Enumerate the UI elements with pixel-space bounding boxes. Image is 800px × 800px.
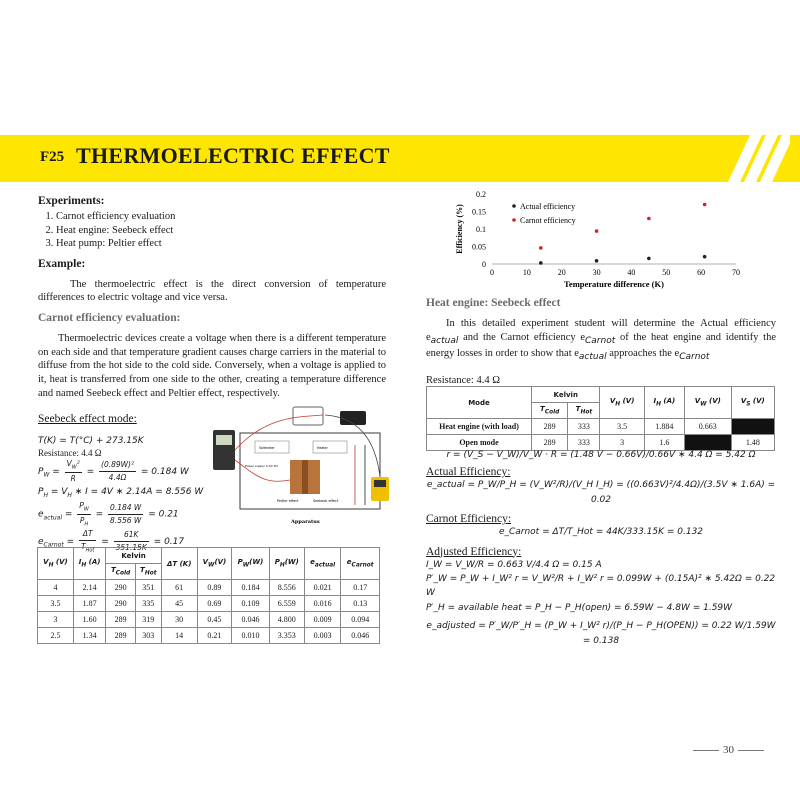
table-header: $e_{Carnot}$ xyxy=(341,548,380,580)
table-header: ΔT (K) xyxy=(161,548,197,580)
table-cell: 45 xyxy=(161,596,197,612)
table-header: $V_W$ (V) xyxy=(684,387,731,419)
table-cell: 290 xyxy=(106,580,135,596)
table-cell: 289 xyxy=(106,612,135,628)
table-cell: 335 xyxy=(135,596,161,612)
table-header: $I_H$ (A) xyxy=(644,387,684,419)
table-cell: 289 xyxy=(532,435,568,451)
table-cell: 0.010 xyxy=(232,628,269,644)
table-cell: 8.556 xyxy=(269,580,304,596)
legend-marker xyxy=(512,204,516,208)
resistance-label: Resistance: 4.4 Ω xyxy=(426,375,500,387)
page-title: THERMOELECTRIC EFFECT xyxy=(76,143,390,168)
table-cell xyxy=(731,419,774,435)
table-cell: 3.353 xyxy=(269,628,304,644)
heat-engine-heading: Heat engine: Seebeck effect xyxy=(426,297,561,309)
data-point xyxy=(647,257,651,261)
experiments-list xyxy=(38,210,386,251)
table-cell: 1.34 xyxy=(73,628,105,644)
legend-entry: Carnot efficiency xyxy=(520,216,576,225)
table-cell: 3 xyxy=(600,435,644,451)
table-header: $V_S$ (V) xyxy=(731,387,774,419)
x-tick-label: 40 xyxy=(627,268,636,277)
table-cell: 6.559 xyxy=(269,596,304,612)
apparatus-diagram xyxy=(205,405,405,525)
banner-stripes xyxy=(700,135,790,182)
table-row xyxy=(38,596,380,612)
r-equation: r = (V_S − V_W)/V_W · R = (1.48 V − 0.66V)/0.66V ∗ 4.4 Ω = 5.42 Ω xyxy=(446,450,756,460)
data-point xyxy=(647,217,651,221)
data-point xyxy=(539,246,543,250)
kelvin-header: Kelvin xyxy=(106,548,161,564)
svg-text:Voltmeter: Voltmeter xyxy=(259,446,275,450)
table-cell: 14 xyxy=(161,628,197,644)
table-header: $I_H$ (A) xyxy=(73,548,105,580)
table-cell: 3.5 xyxy=(600,419,644,435)
table-row xyxy=(38,612,380,628)
table-cell: 1.87 xyxy=(73,596,105,612)
data-point xyxy=(539,261,543,265)
y-tick-label: 0.1 xyxy=(476,225,486,234)
carnot-heading: Carnot efficiency evaluation: xyxy=(38,312,181,325)
table-header: $V_H$ (V) xyxy=(38,548,74,580)
svg-text:Heater: Heater xyxy=(317,446,328,450)
table-cell: 0.89 xyxy=(197,580,232,596)
y-axis-label: Efficiency (%) xyxy=(455,204,464,254)
table-cell: 3 xyxy=(38,612,74,628)
legend-entry: Actual efficiency xyxy=(520,202,576,211)
svg-text:Power supply 0-5V DC: Power supply 0-5V DC xyxy=(245,464,279,468)
section-code: F25 xyxy=(40,149,65,165)
e-carnot-equation: $e_{Carnot}$ = $\frac{\Delta T}{T_{Hot}}$ = $\frac{61K}{351.15K}$ = 0.17 xyxy=(38,529,185,554)
table-cell: 0.009 xyxy=(304,612,340,628)
table-cell: 0.69 xyxy=(197,596,232,612)
results-table xyxy=(37,547,380,644)
table-cell: 0.016 xyxy=(304,596,340,612)
right-column xyxy=(426,296,776,388)
table-cell: 0.003 xyxy=(304,628,340,644)
x-tick-label: 0 xyxy=(490,268,494,277)
x-tick-label: 50 xyxy=(662,268,671,277)
example-heading: Example: xyxy=(38,257,86,270)
actual-efficiency-heading: Actual Efficiency: xyxy=(426,466,511,479)
table-cell: 303 xyxy=(135,628,161,644)
y-tick-label: 0 xyxy=(482,260,486,269)
heat-engine-table xyxy=(426,386,775,451)
right-equations xyxy=(426,448,776,648)
x-tick-label: 10 xyxy=(522,268,531,277)
table-cell: 4.800 xyxy=(269,612,304,628)
table-cell: 351 xyxy=(135,580,161,596)
y-tick-label: 0.05 xyxy=(472,242,486,252)
table-cell: 290 xyxy=(106,596,135,612)
kelvin-header: Kelvin xyxy=(532,387,600,403)
iw-equation: I_W = V_W/R = 0.663 V/4.4 Ω = 0.15 A xyxy=(426,559,602,570)
table-cell: 0.21 xyxy=(197,628,232,644)
table-header: $T_{Hot}$ xyxy=(135,564,161,580)
apparatus-label: Apparatus xyxy=(291,519,320,525)
resistance-label: Resistance: 4.4 Ω xyxy=(38,448,102,459)
list-item: 3. Heat pump: Peltier effect xyxy=(56,237,386,251)
legend-marker xyxy=(512,218,516,222)
mode-header: Mode xyxy=(427,387,532,419)
x-axis-label: Temperature difference (K) xyxy=(564,279,664,289)
table-cell: 30 xyxy=(161,612,197,628)
pw-prime-equation: P′_W = P_W + I_W² r = V_W²/R + I_W² r = 0.099W + (0.15A)² ∗ 5.42Ω = 0.22 W xyxy=(426,573,776,599)
x-tick-label: 30 xyxy=(592,268,601,277)
table-cell: 0.109 xyxy=(232,596,269,612)
table-header: $V_H$ (V) xyxy=(600,387,644,419)
adjusted-efficiency-equation: e_adjusted = P′_W/P′_H = (P_W + I_W² r)/(P_H − P_H(OPEN)) = 0.22 W/1.59W = 0.138 xyxy=(426,621,776,646)
table-cell: 0.663 xyxy=(684,419,731,435)
efficiency-chart xyxy=(440,184,760,294)
adjusted-efficiency-heading: Adjusted Efficiency: xyxy=(426,545,522,558)
table-cell: 61 xyxy=(161,580,197,596)
table-cell: 0.046 xyxy=(232,612,269,628)
svg-text:Peltier effect: Peltier effect xyxy=(277,499,299,503)
x-tick-label: 70 xyxy=(732,268,740,277)
table-header: $T_{Hot}$ xyxy=(568,403,600,419)
table-header: $e_{actual}$ xyxy=(304,548,340,580)
table-cell: 3.5 xyxy=(38,596,74,612)
table-cell: Open mode xyxy=(427,435,532,451)
x-tick-label: 20 xyxy=(557,268,566,277)
table-cell: 0.046 xyxy=(341,628,380,644)
table-cell: 1.60 xyxy=(73,612,105,628)
table-header: $P_H(W)$ xyxy=(269,548,304,580)
x-tick-label: 60 xyxy=(697,268,706,277)
data-point xyxy=(703,203,707,207)
table-cell: 289 xyxy=(532,419,568,435)
page-number: 30 xyxy=(693,744,764,756)
carnot-efficiency-equation: e_Carnot = ΔT/T_Hot = 44K/333.15K = 0.132 xyxy=(498,527,704,538)
table-cell: 0.45 xyxy=(197,612,232,628)
table-row xyxy=(427,419,775,435)
table-cell: 0.17 xyxy=(341,580,380,596)
seebeck-heading: Seebeck effect mode: xyxy=(38,413,137,426)
table-cell: 0.094 xyxy=(341,612,380,628)
left-column xyxy=(38,194,386,427)
table-cell: 0.13 xyxy=(341,596,380,612)
table-cell: 289 xyxy=(106,628,135,644)
carnot-paragraph: Thermoelectric devices create a voltage when there is a different temperature on each side and that temperature gradient causes charge carriers in the material to diffuse from the hot side to the cold side. Conversely, when a voltage is applied to it, heat is transferred from one side to the other, creating a temperature difference and named Seebeck effect and Peltier effect, respectively. xyxy=(38,333,386,399)
carnot-efficiency-heading: Carnot Efficiency: xyxy=(426,513,512,526)
data-point xyxy=(703,255,707,259)
ph-equation: $P_H = V_H$ ∗ I = 4V ∗ 2.14A = 8.556 W xyxy=(38,486,204,499)
actual-efficiency-equation: e_actual = P_W/P_H = (V_W²/R)/(V_H I_H) = ((0.663V)²/4.4Ω)/(3.5V ∗ 1.6A) = 0.02 xyxy=(426,480,776,505)
y-tick-label: 0.15 xyxy=(472,207,486,217)
data-point xyxy=(595,229,599,233)
seebeck-equations xyxy=(38,434,208,555)
pw-equation: $P_W$ = $\frac{V_W^2}{R}$ = $\frac{\text{(0.89W)²}}{4.4\Omega}$ = 0.184 W xyxy=(38,459,189,483)
table-cell: 1.884 xyxy=(644,419,684,435)
y-tick-label: 0.2 xyxy=(476,190,486,199)
table-row xyxy=(38,580,380,596)
table-cell: 2.14 xyxy=(73,580,105,596)
title-banner xyxy=(0,135,800,182)
experiments-heading: Experiments: xyxy=(38,195,105,207)
table-cell: 4 xyxy=(38,580,74,596)
table-header: $V_W(V)$ xyxy=(197,548,232,580)
list-item: 2. Heat engine: Seebeck effect xyxy=(56,224,386,238)
table-cell: 0.184 xyxy=(232,580,269,596)
e-actual-equation: $e_{actual}$ = $\frac{P_W}{P_H}$ = $\frac{0.184 W}{8.556 W}$ = 0.21 xyxy=(38,501,179,528)
table-cell: 1.48 xyxy=(731,435,774,451)
table-header: $T_{Cold}$ xyxy=(106,564,135,580)
heat-engine-paragraph: In this detailed experiment student will determine the Actual efficiency $e_{actual}$ and the Carnot efficiency $e_{Carnot}$ of the heat engine and identify the energy losses in order to show that $e_{actual}$ approaches the $e_{Carnot}$ xyxy=(426,317,776,363)
table-cell: 2.5 xyxy=(38,628,74,644)
table-row xyxy=(38,628,380,644)
table-cell: 319 xyxy=(135,612,161,628)
kelvin-equation: T(K) = T(°C) + 273.15K xyxy=(38,436,144,446)
intro-paragraph: The thermoelectric effect is the direct conversion of temperature differences to electric voltage and vice versa. xyxy=(38,278,386,304)
table-header: $T_{Cold}$ xyxy=(532,403,568,419)
table-cell: 1.6 xyxy=(644,435,684,451)
list-item: 1. Carnot efficiency evaluation xyxy=(56,210,386,224)
table-cell: 0.021 xyxy=(304,580,340,596)
svg-text:Seebeck effect: Seebeck effect xyxy=(313,499,339,503)
ph-prime-equation: P′_H = available heat = P_H − P_H(open) = 6.59W − 4.8W = 1.59W xyxy=(426,602,733,613)
table-header: $P_W(W)$ xyxy=(232,548,269,580)
table-cell: 333 xyxy=(568,419,600,435)
table-cell: Heat engine (with load) xyxy=(427,419,532,435)
data-point xyxy=(595,259,599,263)
table-cell: 333 xyxy=(568,435,600,451)
